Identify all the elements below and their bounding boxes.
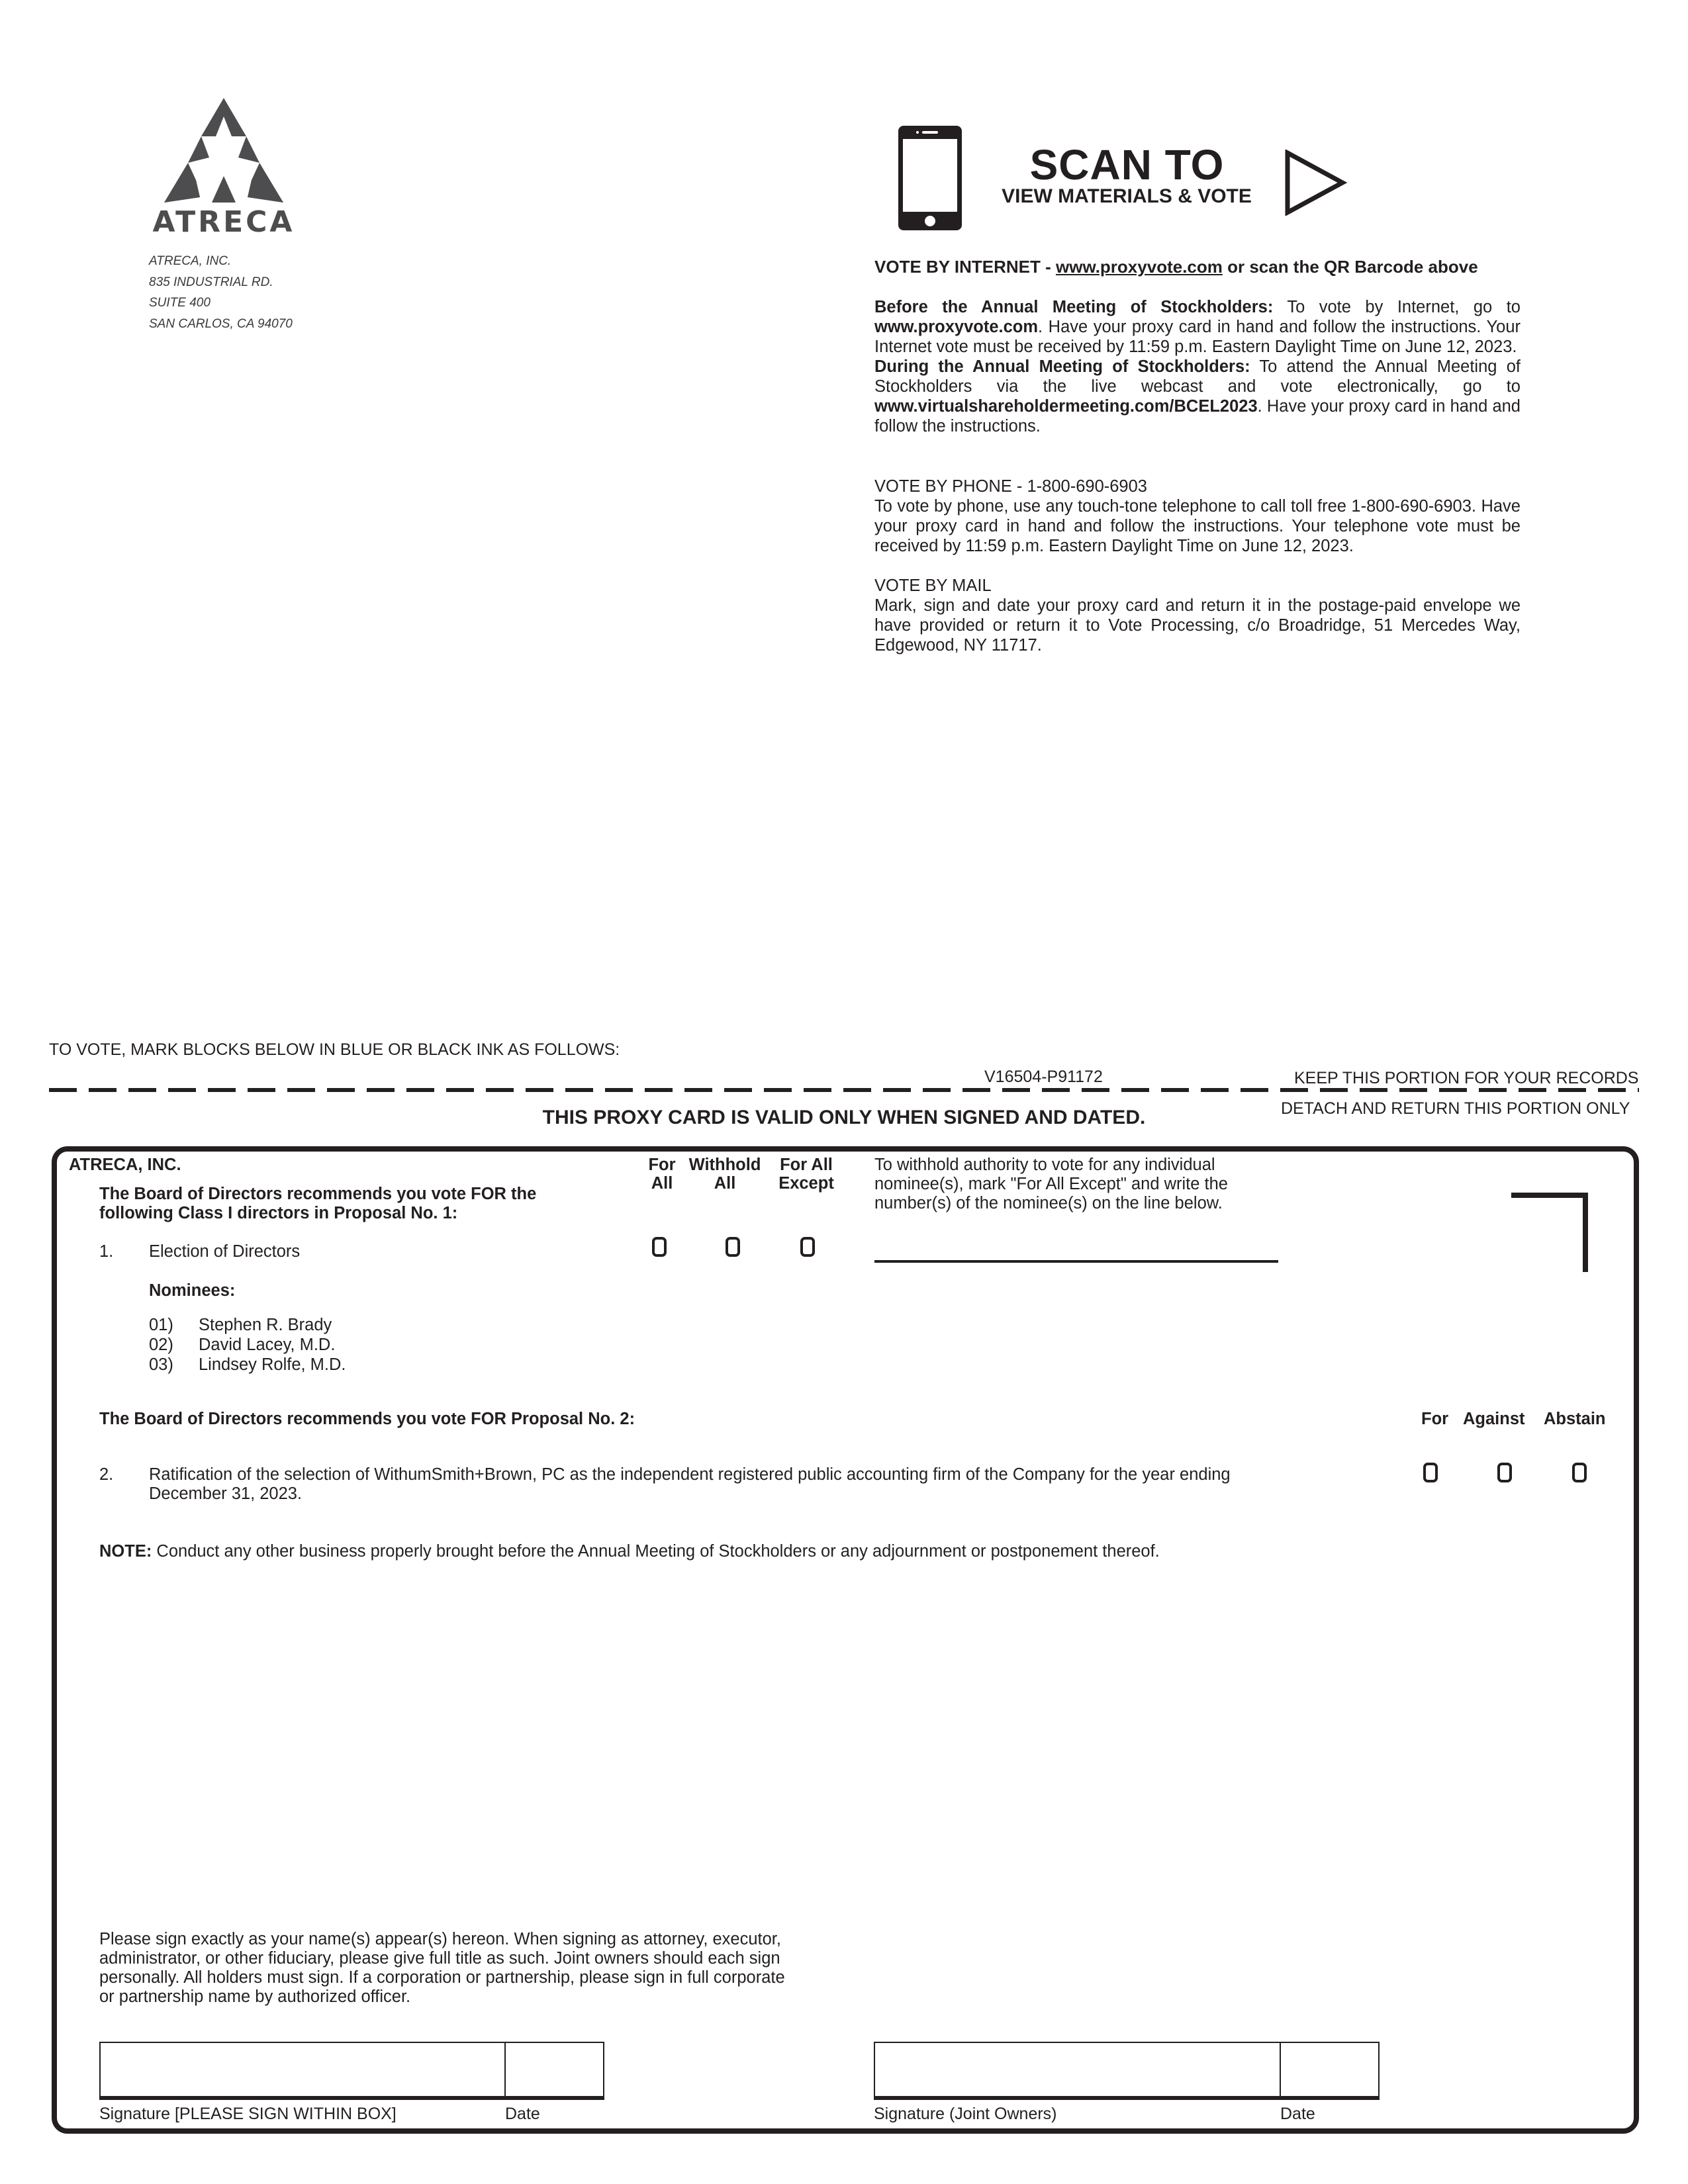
note: NOTE: Conduct any other business properly brought before the Annual Meeting of Stockholders or any adjournment or postponement thereof. xyxy=(99,1542,1160,1561)
perforation-dash xyxy=(526,1088,553,1092)
perforation-dash xyxy=(645,1088,673,1092)
perforation-dash xyxy=(1519,1088,1546,1092)
perforation-dash xyxy=(406,1088,434,1092)
joint-date-box[interactable] xyxy=(1280,2042,1380,2100)
col-against: Against xyxy=(1463,1410,1525,1428)
perforation-dash xyxy=(486,1088,514,1092)
perforation-dash xyxy=(248,1088,275,1092)
perforation-dash xyxy=(1598,1088,1626,1092)
perforation-dash xyxy=(962,1088,990,1092)
nominee-name: Stephen R. Brady xyxy=(199,1316,332,1334)
perforation-dash xyxy=(367,1088,395,1092)
perforation-dash xyxy=(208,1088,236,1092)
checkbox-proposal2-against[interactable] xyxy=(1497,1463,1512,1482)
col-withhold-all: Withhold All xyxy=(688,1156,761,1193)
withhold-instructions: nominee(s), mark "For All Except" and write the xyxy=(874,1175,1228,1193)
perforation-dash xyxy=(1121,1088,1149,1092)
address-line: SAN CARLOS, CA 94070 xyxy=(149,317,293,331)
proposal1-number: 1. xyxy=(99,1242,114,1261)
corner-registration-mark xyxy=(1511,1193,1588,1198)
joint-date-label: Date xyxy=(1280,2105,1315,2123)
col-for-all: For All xyxy=(648,1156,676,1193)
control-number: V16504-P91172 xyxy=(984,1068,1103,1086)
logo-wordmark: ATRECA xyxy=(152,205,295,239)
sign-instructions: administrator, or other fiduciary, please give full title as such. Joint owners should each sign xyxy=(99,1949,780,1968)
perforation-dash xyxy=(684,1088,712,1092)
checkbox-proposal2-abstain[interactable] xyxy=(1572,1463,1587,1482)
perforation-dash xyxy=(1042,1088,1070,1092)
nominee-number: 01) xyxy=(149,1316,173,1334)
proposal2-number: 2. xyxy=(99,1465,114,1484)
vote-phone-text: To vote by phone, use any touch-tone telephone to call toll free 1-800-690-6903. Have your proxy card in hand and follow the instructions. Your telephone vote must be received by 11:59 p.m. Eastern Daylight Time on June 12, 2023. xyxy=(874,497,1521,555)
vote-mail-header: VOTE BY MAIL xyxy=(874,576,992,595)
perforation-dash xyxy=(1002,1088,1030,1092)
marking-instructions: TO VOTE, MARK BLOCKS BELOW IN BLUE OR BLACK INK AS FOLLOWS: xyxy=(49,1040,620,1059)
date-box[interactable] xyxy=(505,2042,604,2100)
vote-phone-header: VOTE BY PHONE - 1-800-690-6903 xyxy=(874,477,1147,496)
checkbox-proposal2-for[interactable] xyxy=(1423,1463,1438,1482)
col-for-all-except: For All Except xyxy=(778,1156,834,1193)
perforation-dash xyxy=(1280,1088,1308,1092)
card-company: ATRECA, INC. xyxy=(69,1156,181,1174)
vote-mail-text: Mark, sign and date your proxy card and return it in the postage-paid envelope we have provided or return it to Vote Processing, c/o Broadridge, 51 Mercedes Way, Edgewood, NY 11717. xyxy=(874,596,1521,655)
withhold-instructions: number(s) of the nominee(s) on the line below. xyxy=(874,1194,1223,1212)
address-line: SUITE 400 xyxy=(149,296,211,310)
signature-box[interactable] xyxy=(99,2042,506,2100)
perforation-dash xyxy=(1082,1088,1109,1092)
valid-notice: THIS PROXY CARD IS VALID ONLY WHEN SIGNED AND DATED. xyxy=(542,1107,1146,1128)
corner-registration-mark xyxy=(1583,1193,1588,1272)
perforation-dash xyxy=(168,1088,196,1092)
scan-title: SCAN TO xyxy=(1029,141,1225,189)
perforation-dash xyxy=(605,1088,633,1092)
perforation-dash xyxy=(1201,1088,1229,1092)
detach-portion-label: DETACH AND RETURN THIS PORTION ONLY xyxy=(1281,1099,1630,1118)
sign-instructions: personally. All holders must sign. If a corporation or partnership, please sign in full corporate xyxy=(99,1968,785,1987)
checkbox-withhold-all[interactable] xyxy=(726,1237,740,1257)
joint-signature-box[interactable] xyxy=(874,2042,1281,2100)
perforation-dash xyxy=(1638,1088,1639,1092)
perforation-dash xyxy=(1399,1088,1427,1092)
perforation-dash xyxy=(843,1088,871,1092)
vote-internet-header: VOTE BY INTERNET - www.proxyvote.com or scan the QR Barcode above xyxy=(874,257,1478,277)
perforation-dash xyxy=(89,1088,117,1092)
perforation-dash xyxy=(1558,1088,1586,1092)
keep-portion-label: KEEP THIS PORTION FOR YOUR RECORDS xyxy=(1294,1069,1639,1087)
nominee-number: 02) xyxy=(149,1336,173,1354)
checkbox-for-all-except[interactable] xyxy=(800,1237,815,1257)
col-for: For xyxy=(1421,1410,1449,1428)
perforation-dash xyxy=(49,1088,77,1092)
perforation-dash xyxy=(764,1088,792,1092)
proxyvote-link[interactable]: www.proxyvote.com xyxy=(1056,257,1223,277)
col-abstain: Abstain xyxy=(1544,1410,1606,1428)
address-line: ATRECA, INC. xyxy=(149,254,232,268)
withhold-instructions: To withhold authority to vote for any individual xyxy=(874,1156,1215,1174)
smartphone-icon xyxy=(897,124,963,232)
perforation-dash xyxy=(1439,1088,1467,1092)
perforation-dash xyxy=(1479,1088,1507,1092)
address-line: 835 INDUSTRIAL RD. xyxy=(149,275,273,289)
proposal2-recommendation: The Board of Directors recommends you vote FOR Proposal No. 2: xyxy=(99,1410,635,1428)
perforation-dash xyxy=(1320,1088,1348,1092)
proposal1-title: Election of Directors xyxy=(149,1242,301,1261)
play-arrow-icon xyxy=(1284,150,1348,216)
nominee-name: Lindsey Rolfe, M.D. xyxy=(199,1355,346,1374)
date-label: Date xyxy=(505,2105,540,2123)
perforation-dash xyxy=(1161,1088,1189,1092)
perforation-dash xyxy=(923,1088,951,1092)
perforation-dash xyxy=(883,1088,911,1092)
scan-subtitle: VIEW MATERIALS & VOTE xyxy=(1002,185,1252,207)
proposal2-text: Ratification of the selection of WithumSmith+Brown, PC as the independent registered public accounting firm of the Company for the year ending xyxy=(149,1465,1231,1484)
proxyvote-link-inline[interactable]: www.proxyvote.com xyxy=(874,318,1039,336)
proposal1-recommendation: The Board of Directors recommends you vote FOR the xyxy=(99,1185,537,1203)
nominee-number: 03) xyxy=(149,1355,173,1374)
perforation-dash xyxy=(1241,1088,1268,1092)
nominee-name: David Lacey, M.D. xyxy=(199,1336,336,1354)
perforation-dash xyxy=(565,1088,593,1092)
perforation-dash xyxy=(1360,1088,1387,1092)
proposal2-text: December 31, 2023. xyxy=(149,1484,303,1503)
perforation-dash xyxy=(804,1088,831,1092)
nominees-label: Nominees: xyxy=(149,1281,236,1300)
except-nominee-write-line[interactable] xyxy=(874,1260,1278,1263)
proposal1-recommendation: following Class I directors in Proposal No. 1: xyxy=(99,1204,458,1222)
sign-instructions: Please sign exactly as your name(s) appear(s) hereon. When signing as attorney, executor, xyxy=(99,1930,781,1948)
perforation-dash xyxy=(287,1088,315,1092)
perforation-dash xyxy=(724,1088,752,1092)
perforation-dash xyxy=(446,1088,474,1092)
checkbox-for-all[interactable] xyxy=(652,1237,667,1257)
perforation-dash xyxy=(327,1088,355,1092)
sign-instructions: or partnership name by authorized officer. xyxy=(99,1987,411,2006)
signature-label: Signature [PLEASE SIGN WITHIN BOX] xyxy=(99,2105,397,2123)
perforation-dash xyxy=(128,1088,156,1092)
joint-signature-label: Signature (Joint Owners) xyxy=(874,2105,1057,2123)
virtual-meeting-link[interactable]: www.virtualshareholdermeeting.com/BCEL2023 xyxy=(874,397,1258,416)
vote-internet-body: Before the Annual Meeting of Stockholders: To vote by Internet, go to www.proxyvote.com. Have your proxy card in hand and follow the instructions. Your Internet vote must be received by 11:59 p.m. Eastern Daylight Time on June 12, 2023. During the Annual Meeting of Stockholders: To attend the Annual Meeting of Stockholders via the live webcast and vote electronically, go to www.virtualshareholdermeeting.com/BCEL2023. Have your proxy card in hand and follow the instructions. xyxy=(874,298,1521,435)
